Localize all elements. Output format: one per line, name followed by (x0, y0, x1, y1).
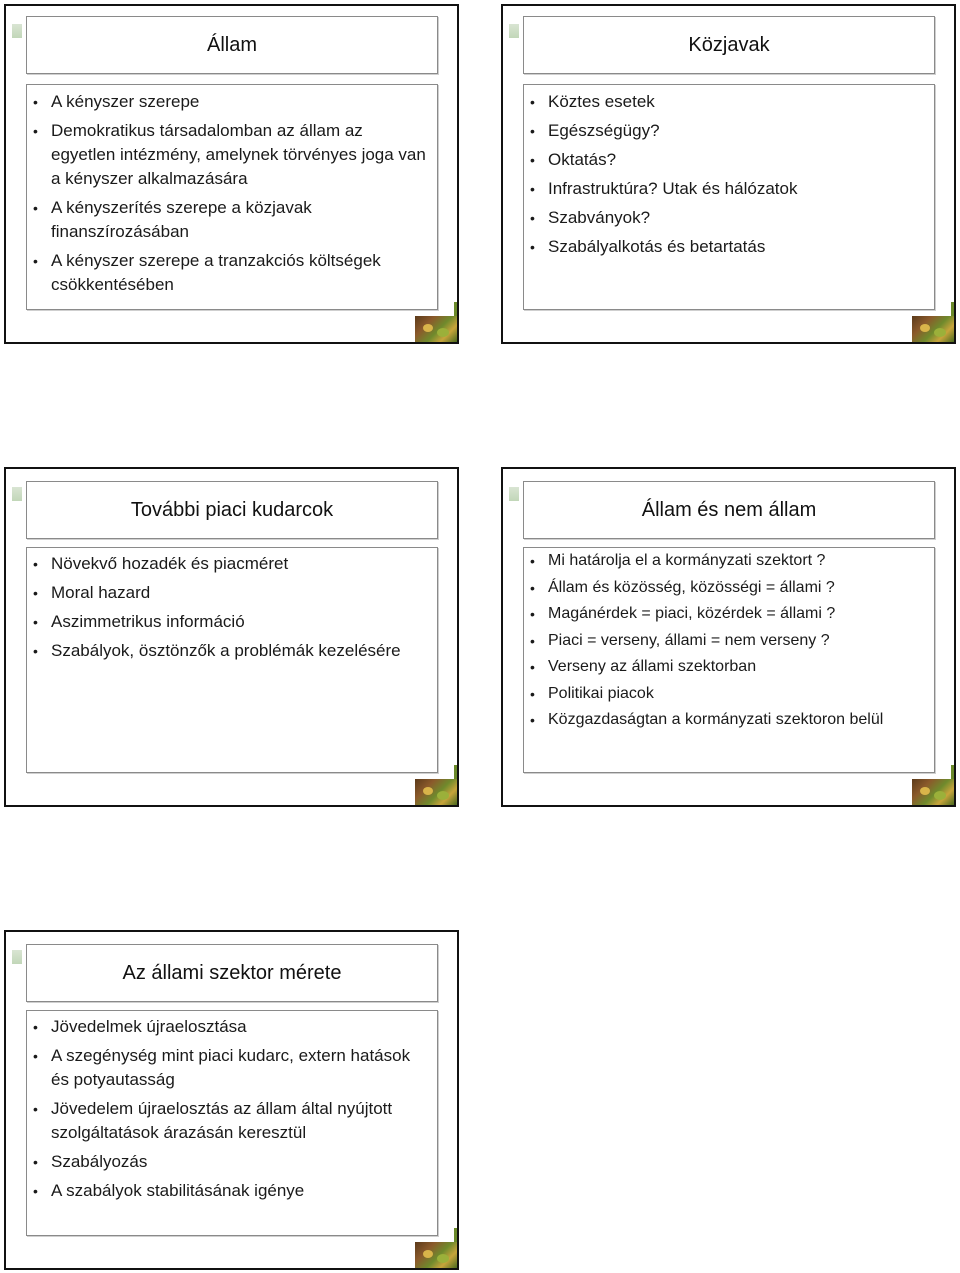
slide-tovabbi-piaci-kudarcok (4, 467, 459, 807)
slide-title-box (523, 16, 935, 74)
list-item: • Politikai piacok (526, 681, 934, 708)
list-item: • Magánérdek = piaci, közérdek = állami ? (526, 601, 934, 628)
slide-title-box (26, 944, 438, 1002)
list-item: • Moral hazard (29, 581, 429, 605)
list-item: • Szabályok, ösztönzők a problémák kezelésére (29, 639, 429, 663)
decorative-stripe (509, 24, 519, 38)
slide-title: Az állami szektor mérete (122, 961, 342, 984)
list-item: • Jövedelem újraelosztás az állam által nyújtott szolgáltatások árazásán keresztül (29, 1097, 429, 1145)
bullet-list (29, 90, 429, 297)
slide-body-box (26, 547, 438, 773)
slide-title-box (523, 481, 935, 539)
list-item: • Demokratikus társadalomban az állam az egyetlen intézmény, amelynek törvényes joga van a kényszer alkalmazására (29, 119, 429, 191)
list-item: • Szabályalkotás és betartatás (526, 235, 926, 259)
slide-title-box (26, 481, 438, 539)
slide-title-box (26, 16, 438, 74)
list-item: • Köztes esetek (526, 90, 926, 114)
list-item: • Közgazdaságtan a kormányzati szektoron belül (526, 707, 934, 734)
decorative-stripe (509, 487, 519, 501)
corner-food-image (415, 1242, 457, 1268)
corner-food-image (912, 779, 954, 805)
decorative-stripe (12, 950, 22, 964)
list-item: • A kényszerítés szerepe a közjavak finanszírozásában (29, 196, 429, 244)
list-item: • Szabályozás (29, 1150, 429, 1174)
list-item: • Egészségügy? (526, 119, 926, 143)
slide-body-box (26, 1010, 438, 1236)
slide-az-allami-szektor-merete (4, 930, 459, 1270)
bullet-list (526, 90, 926, 259)
list-item: • A kényszer szerepe (29, 90, 429, 114)
list-item: • Verseny az állami szektorban (526, 654, 934, 681)
bullet-list (29, 1015, 429, 1203)
slide-title: Állam (206, 33, 257, 56)
corner-food-image (415, 779, 457, 805)
corner-food-image (415, 316, 457, 342)
list-item: • A szegénység mint piaci kudarc, extern hatások és potyautasság (29, 1044, 429, 1092)
decorative-stripe (12, 24, 22, 38)
corner-food-image (912, 316, 954, 342)
list-item: • Piaci = verseny, állami = nem verseny ? (526, 628, 934, 655)
slide-body-box (523, 547, 935, 773)
decorative-stripe (12, 487, 22, 501)
slide-title: Közjavak (688, 33, 770, 56)
list-item: • Oktatás? (526, 148, 926, 172)
list-item: • Aszimmetrikus információ (29, 610, 429, 634)
list-item: • A szabályok stabilitásának igénye (29, 1179, 429, 1203)
slide-kozjavak (501, 4, 956, 344)
slide-title: További piaci kudarcok (130, 498, 334, 521)
bullet-list (526, 548, 934, 734)
list-item: • Szabványok? (526, 206, 926, 230)
slide-title: Állam és nem állam (641, 498, 817, 521)
list-item: • Állam és közösség, közösségi = állami ? (526, 575, 934, 602)
list-item: • Mi határolja el a kormányzati szektort ? (526, 548, 934, 575)
slide-body-box (26, 84, 438, 310)
decorative-stripe (951, 302, 954, 316)
list-item: • Jövedelmek újraelosztása (29, 1015, 429, 1039)
slide-body-box (523, 84, 935, 310)
bullet-list (29, 552, 429, 663)
list-item: • Növekvő hozadék és piacméret (29, 552, 429, 576)
list-item: • Infrastruktúra? Utak és hálózatok (526, 177, 926, 201)
slide-allam-es-nem-allam (501, 467, 956, 807)
decorative-stripe (454, 1228, 457, 1242)
decorative-stripe (454, 765, 457, 779)
decorative-stripe (454, 302, 457, 316)
list-item: • A kényszer szerepe a tranzakciós költségek csökkentésében (29, 249, 429, 297)
decorative-stripe (951, 765, 954, 779)
slide-allam (4, 4, 459, 344)
